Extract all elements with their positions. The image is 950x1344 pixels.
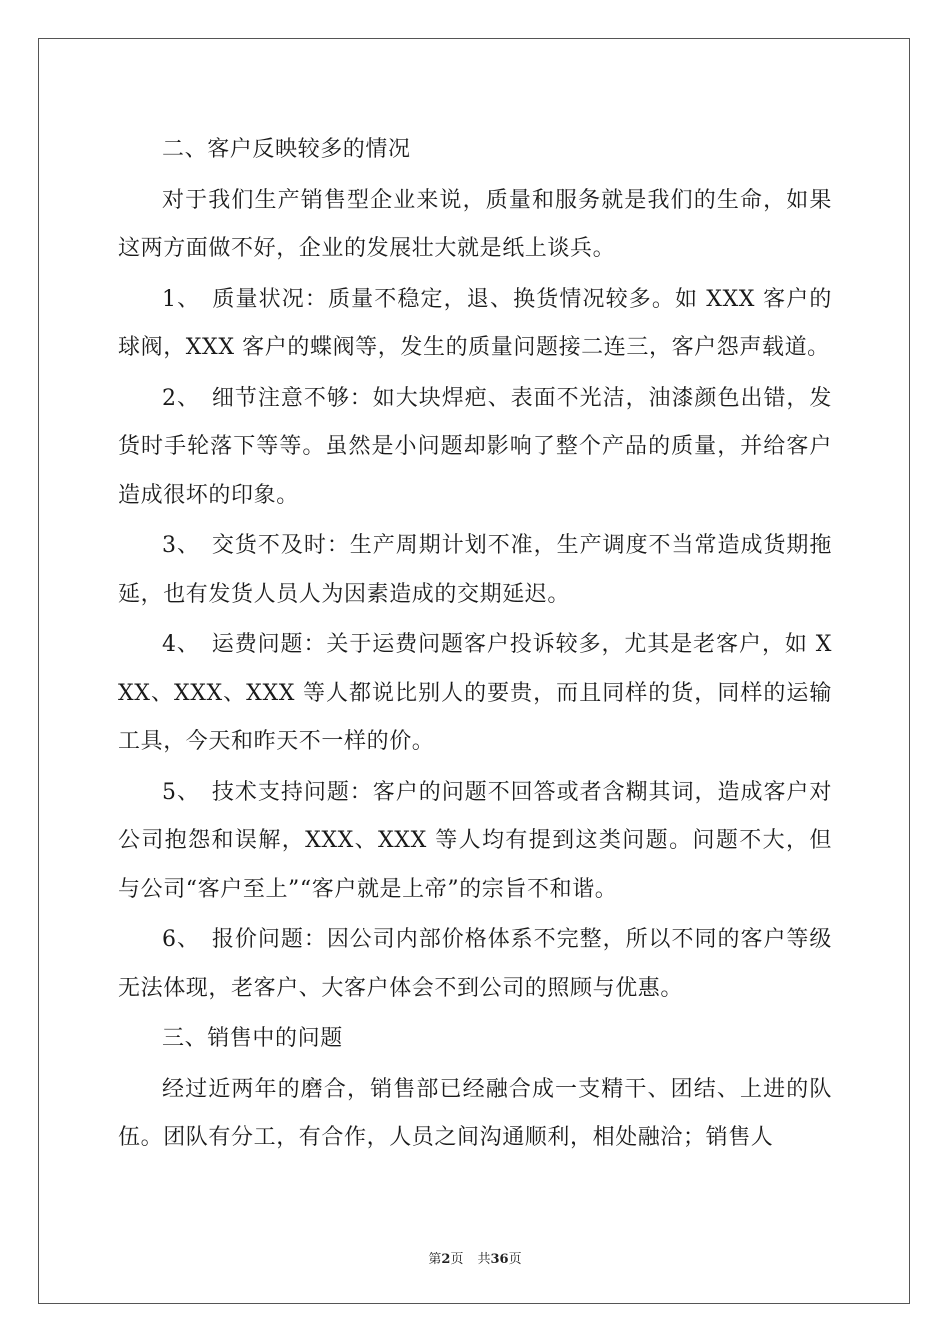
footer-page-suffix: 页 xyxy=(450,1252,464,1267)
footer-total-suffix: 页 xyxy=(508,1252,522,1267)
paragraph-sales-team: 经过近两年的磨合，销售部已经融合成一支精干、团结、上进的队伍。团队有分工，有合作，人员之间沟通顺利，相处融洽；销售人 xyxy=(118,1076,832,1150)
paragraph-tech-support: 5、 技术支持问题：客户的问题不回答或者含糊其词，造成客户对公司抱怨和误解，XXX、XXX 等人均有提到这类问题。问题不大，但与公司“客户至上”“客户就是上帝”的宗旨不和谐。 xyxy=(118,779,832,902)
paragraph-quotation-issue: 6、 报价问题：因公司内部价格体系不完整，所以不同的客户等级无法体现，老客户、大客户体会不到公司的照顾与优惠。 xyxy=(118,927,832,1001)
paragraph-detail-attention: 2、 细节注意不够：如大块焊疤、表面不光洁，油漆颜色出错，发货时手轮落下等等。虽然是小问题却影响了整个产品的质量，并给客户造成很坏的印象。 xyxy=(118,385,832,508)
footer-page-prefix: 第 xyxy=(428,1252,442,1267)
section-heading-sales-problems: 三、销售中的问题 xyxy=(162,1026,343,1051)
paragraph-delivery-timing: 3、 交货不及时：生产周期计划不准，生产调度不当常造成货期拖延，也有发货人员人为因素造成的交期延迟。 xyxy=(118,533,832,607)
footer-total-pages: 36 xyxy=(490,1252,509,1267)
document-body xyxy=(118,126,832,1163)
footer-total-prefix: 共 xyxy=(477,1252,491,1267)
paragraph-freight-issue: 4、 运费问题：关于运费问题客户投诉较多，尤其是老客户，如 XXX、XXX、XXX 等人都说比别人的要贵，而且同样的货，同样的运输工具，今天和昨天不一样的价。 xyxy=(118,632,832,754)
page-footer xyxy=(0,1248,950,1267)
paragraph-quality-status: 1、 质量状况：质量不稳定，退、换货情况较多。如 XXX 客户的球阀，XXX 客户的蝶阀等，发生的质量问题接二连三，客户怨声载道。 xyxy=(118,286,832,360)
footer-page-number: 2 xyxy=(441,1252,451,1267)
paragraph-intro: 对于我们生产销售型企业来说，质量和服务就是我们的生命，如果这两方面做不好，企业的发展壮大就是纸上谈兵。 xyxy=(118,187,832,261)
section-heading-customer-feedback: 二、客户反映较多的情况 xyxy=(162,137,411,162)
